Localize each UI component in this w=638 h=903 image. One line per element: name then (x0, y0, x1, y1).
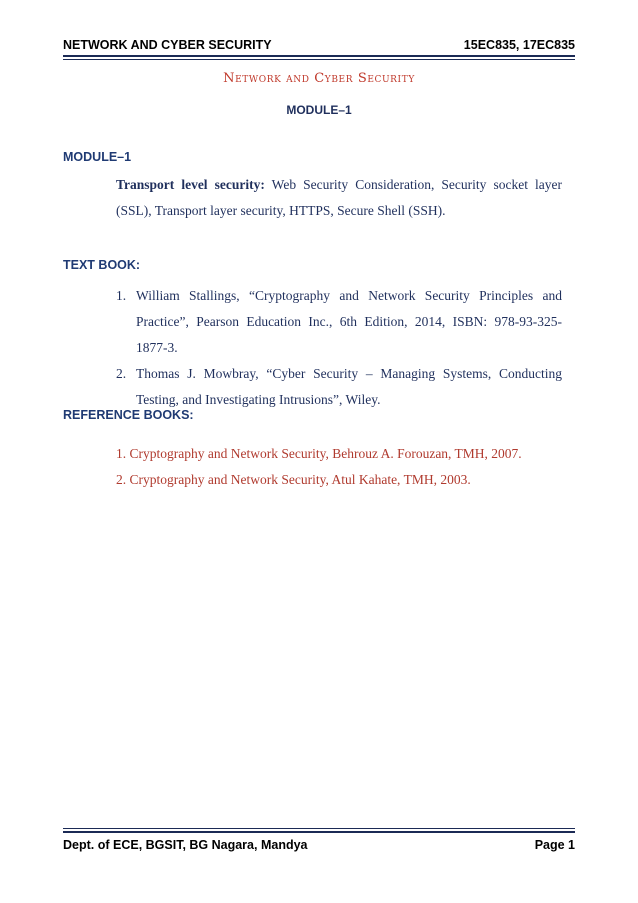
list-item-text: Thomas J. Mowbray, “Cyber Security – Managing Systems, Conducting Testing, and Investigating Intrusions”, Wiley. (136, 366, 562, 407)
text-book-heading: TEXT BOOK: (63, 258, 141, 272)
header-rule-thick (63, 55, 575, 57)
list-item-number: 1. (116, 288, 127, 303)
header-course-title: NETWORK AND CYBER SECURITY (63, 38, 272, 52)
module-title: MODULE–1 (286, 103, 352, 117)
module-heading: MODULE–1 (63, 150, 132, 164)
header-rule-thin (63, 59, 575, 60)
list-item-number: 2. (116, 366, 127, 381)
list-item: 1. Cryptography and Network Security, Behrouz A. Forouzan, TMH, 2007. (116, 446, 522, 461)
header-course-code: 15EC835, 17EC835 (463, 38, 575, 52)
footer-department: Dept. of ECE, BGSIT, BG Nagara, Mandya (63, 838, 308, 852)
footer-rule-thick (63, 831, 575, 833)
footer-rule-thin (63, 828, 575, 829)
document-title: Network and Cyber Security (223, 71, 415, 86)
list-item (116, 361, 562, 413)
reference-books-heading: REFERENCE BOOKS: (63, 408, 194, 422)
list-item-text: William Stallings, “Cryptography and Network Security Principles and Practice”, Pearson Education Inc., 6th Edition, 2014, ISBN: 978-93-325- 1877-3. (136, 288, 562, 355)
module-lead: Transport level security: (116, 177, 265, 192)
list-item: 2. Cryptography and Network Security, Atul Kahate, TMH, 2003. (116, 472, 471, 487)
module-text: Web Security Consideration, Security socket layer (SSL), Transport layer security, HTTPS, Secure Shell (SSH). (116, 177, 562, 218)
text-book-list (116, 283, 562, 413)
page-number: Page 1 (534, 838, 575, 852)
module-content (116, 172, 562, 224)
page-header (63, 34, 575, 52)
reference-books-list (116, 441, 562, 493)
list-item (116, 283, 562, 361)
